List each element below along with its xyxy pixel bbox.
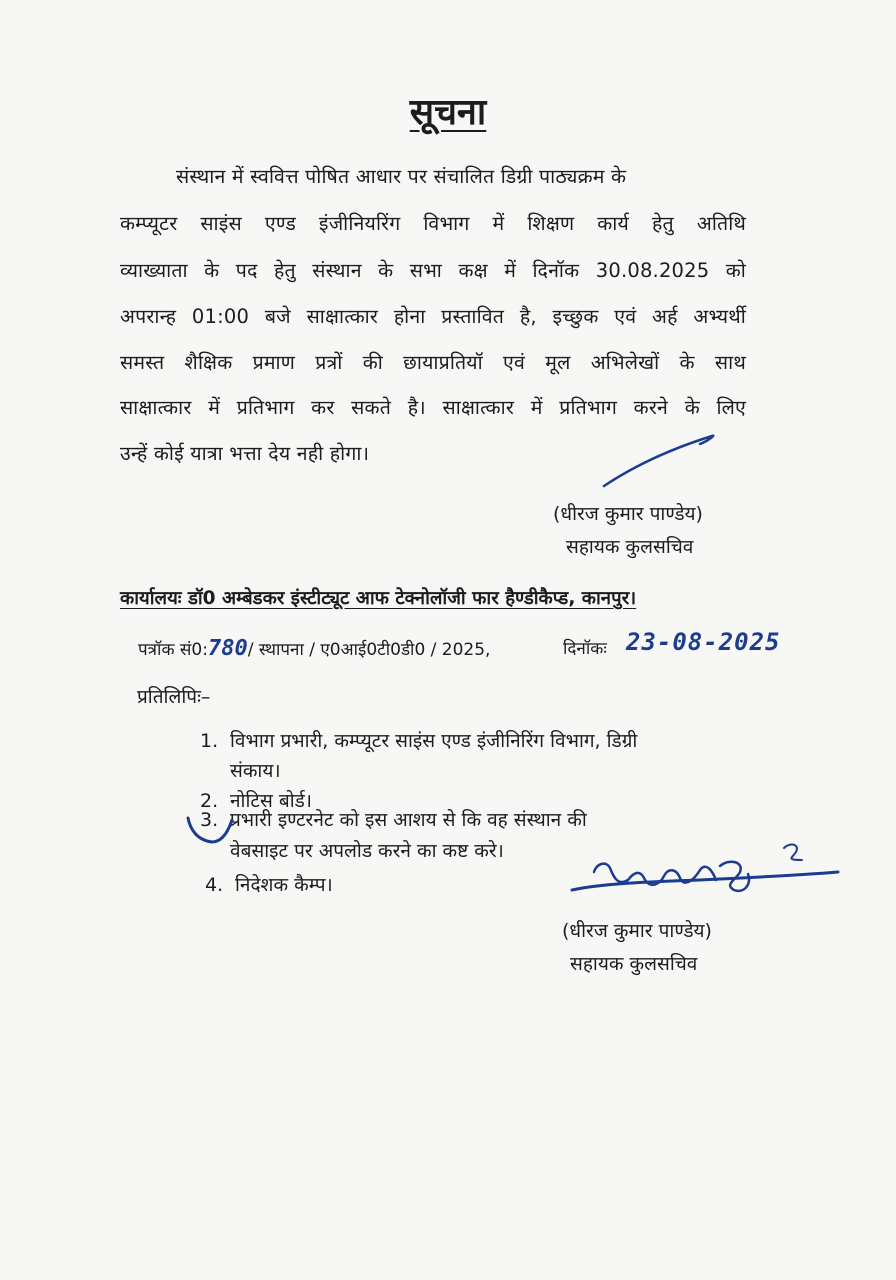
list-item: 1. विभाग प्रभारी, कम्प्यूटर साइंस एण्ड इंजीनिरिंग विभाग, डिग्री <box>200 730 638 752</box>
signature-superscript <box>784 845 802 860</box>
notice-title: सूचना <box>409 92 487 133</box>
handwritten-date: 23-08-2025 <box>626 628 781 656</box>
handwritten-number: 780 <box>207 636 248 661</box>
list-item: 4. निदेशक कैम्प। <box>205 874 333 896</box>
list-item: 2. नोटिस बोर्ड। <box>200 790 312 812</box>
list-item-continuation: वेबसाइट पर अपलोड करने का कष्ट करे। <box>230 840 504 862</box>
signatory-designation: सहायक कुलसचिव <box>566 536 694 558</box>
paragraph-line: व्याख्याता के पद हेतु संस्थान के सभा कक्ष में दिनॉक 30.08.2025 को <box>120 259 746 282</box>
signature-scrawl <box>594 862 749 891</box>
copy-to-label: प्रतिलिपिः– <box>137 686 211 708</box>
signatory-name: (धीरज कुमार पाण्डेय) <box>562 920 712 942</box>
tick-mark <box>188 818 232 842</box>
paragraph-line: कम्प्यूटर साइंस एण्ड इंजीनियरिंग विभाग में शिक्षण कार्य हेतु अतिथि <box>120 212 746 235</box>
paragraph-line: साक्षात्कार में प्रतिभाग कर सकते है। साक्षात्कार में प्रतिभाग करने के लिए <box>120 396 746 419</box>
paragraph-line: समस्त शैक्षिक प्रमाण प्रत्रों की छायाप्रतियॉ एवं मूल अभिलेखों के साथ <box>120 351 746 374</box>
paragraph-line: अपरान्ह 01:00 बजे साक्षात्कार होना प्रस्तावित है, इच्छुक एवं अर्ह अभ्यर्थी <box>120 305 746 328</box>
reference-number: पत्रॉक सं0:780/ स्थापना / ए0आई0टी0डी0 / 2025, <box>138 636 491 661</box>
list-item: 3. प्रभारी इण्टरनेट को इस आशय से कि वह संस्थान की <box>200 809 587 831</box>
signature-stroke-1 <box>604 436 713 486</box>
office-line: कार्यालयः डॉ0 अम्बेडकर इंस्टीट्यूट आफ टेक्नोलॉजी फार हैण्डीकैप्ड, कानपुर। <box>120 588 637 609</box>
date-label: दिनॉकः <box>563 639 607 659</box>
list-item-continuation: संकाय। <box>230 760 281 782</box>
paragraph-line: उन्हें कोई यात्रा भत्ता देय नही होगा। <box>120 442 370 465</box>
paragraph-line: संस्थान में स्ववित्त पोषित आधार पर संचालित डिग्री पाठ्यक्रम के <box>176 165 627 188</box>
signatory-name: (धीरज कुमार पाण्डेय) <box>553 503 703 525</box>
signatory-designation: सहायक कुलसचिव <box>570 953 698 975</box>
